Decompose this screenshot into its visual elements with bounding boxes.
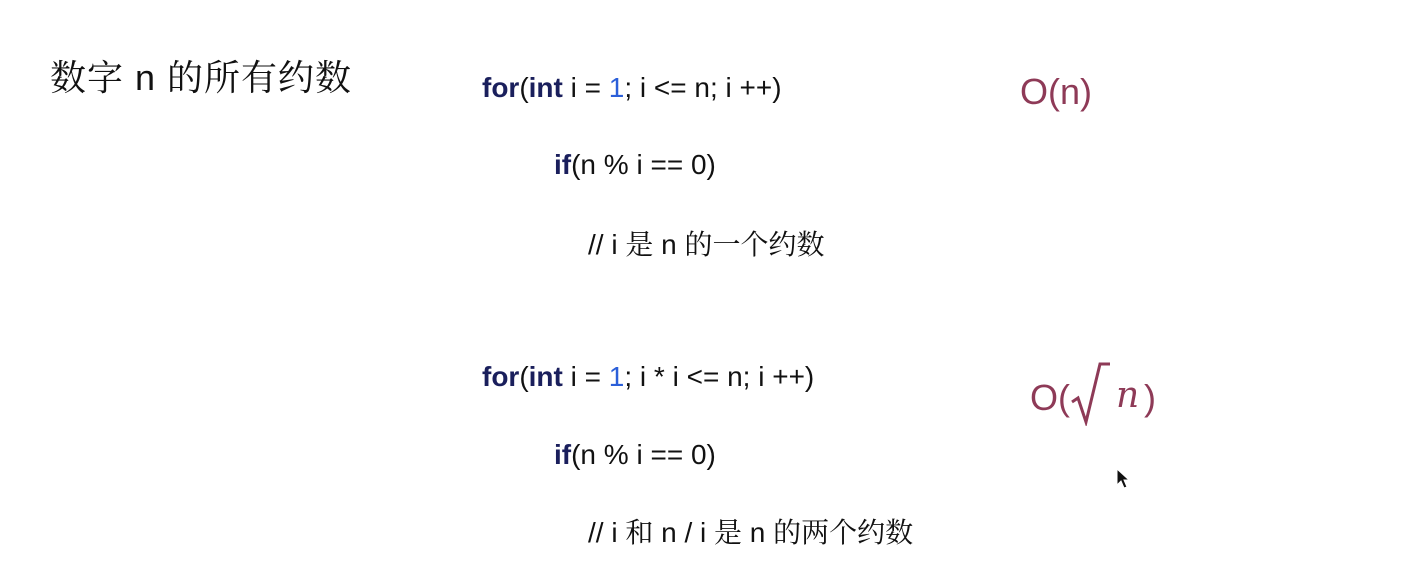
- code-paren: (: [519, 361, 529, 392]
- code-line-if-1: [554, 148, 716, 182]
- keyword-if: if: [554, 149, 572, 180]
- keyword-int: int: [528, 361, 563, 392]
- code-text: (n % i == 0): [571, 439, 716, 470]
- sqrt-radicand: n: [1116, 375, 1140, 416]
- code-line-if-2: [554, 438, 716, 472]
- code-line-for-1: [482, 71, 782, 105]
- sqrt-icon: [1070, 360, 1110, 426]
- complexity-label-1: O(n): [1020, 71, 1092, 112]
- number-literal: 1: [608, 72, 625, 103]
- keyword-if: if: [554, 439, 572, 470]
- code-text: i =: [562, 361, 609, 392]
- code-text: ; i * i <= n; i ++): [624, 361, 815, 392]
- code-text: (n % i == 0): [571, 149, 716, 180]
- code-line-for-2: [482, 360, 814, 394]
- slide-title: 数字 n 的所有约数: [50, 57, 353, 98]
- keyword-int: int: [528, 72, 563, 103]
- mouse-pointer-icon: [1116, 468, 1130, 490]
- number-literal: 1: [608, 361, 625, 392]
- code-paren: (: [519, 72, 529, 103]
- complexity-close: ): [1144, 377, 1156, 418]
- code-comment-1: // i 是 n 的一个约数: [588, 229, 825, 260]
- keyword-for: for: [482, 361, 520, 392]
- code-text: ; i <= n; i ++): [624, 72, 782, 103]
- keyword-for: for: [482, 72, 520, 103]
- code-comment-2: // i 和 n / i 是 n 的两个约数: [588, 517, 914, 548]
- complexity-open: O(: [1030, 377, 1070, 418]
- code-text: i =: [562, 72, 609, 103]
